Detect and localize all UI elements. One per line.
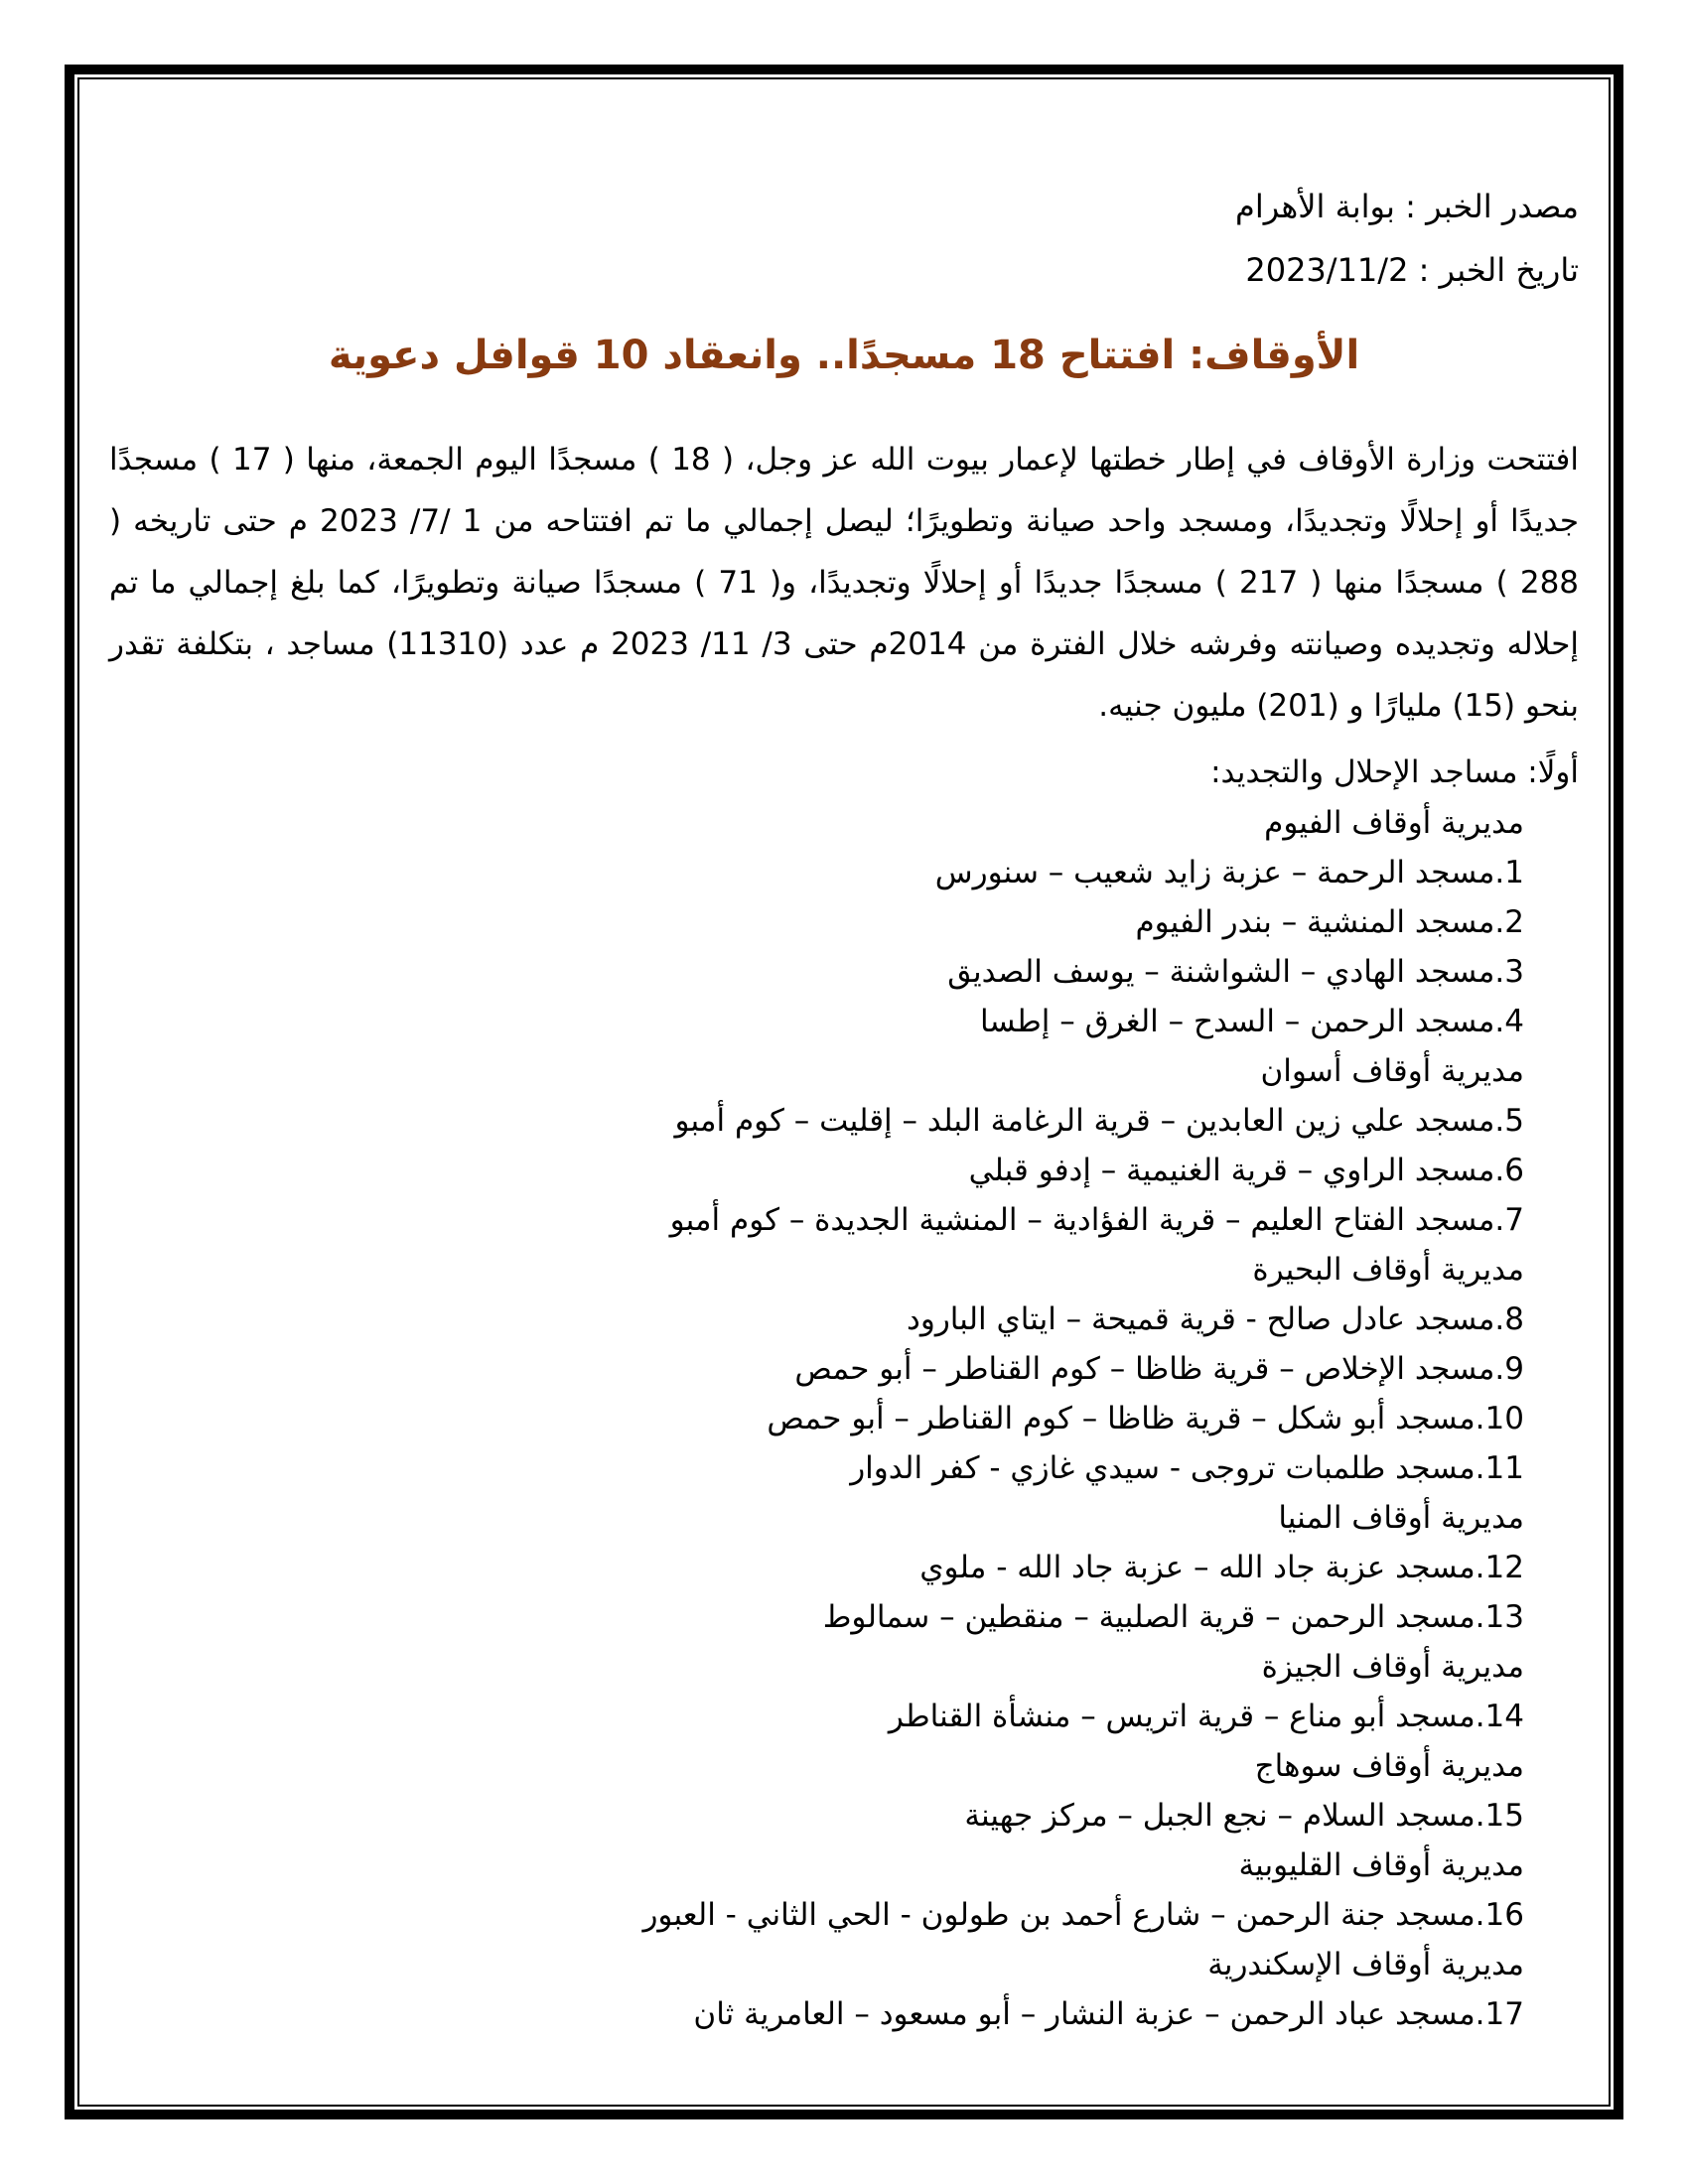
mosque-list-item: 11.مسجد طلمبات تروجى - سيدي غازي - كفر الدوار [850,1450,1524,1486]
directorate-heading: مديرية أوقاف القليوبية [1238,1847,1524,1883]
mosque-list-item: 2.مسجد المنشية – بندر الفيوم [1135,904,1524,940]
news-source-line: مصدر الخبر : بوابة الأهرام [1235,188,1579,225]
directorate-heading: مديرية أوقاف الفيوم [1264,805,1524,841]
mosque-list-item: 1.مسجد الرحمة – عزبة زايد شعيب – سنورس [934,855,1524,890]
mosque-list-item: 13.مسجد الرحمن – قرية الصلبية – منقطين – سمالوط [822,1599,1524,1635]
mosque-list [109,798,1579,2039]
directorate-heading: مديرية أوقاف الجيزة [1261,1649,1524,1685]
mosque-list-item: 15.مسجد السلام – نجع الجبل – مركز جهينة [964,1798,1524,1834]
mosque-list-item: 16.مسجد جنة الرحمن – شارع أحمد بن طولون - الحي الثاني - العبور [642,1897,1524,1933]
mosque-list-item: 5.مسجد علي زين العابدين – قرية الرغامة البلد – إقليت – كوم أمبو [674,1103,1524,1139]
section-heading: أولًا: مساجد الإحلال والتجديد: [1210,754,1579,790]
mosque-list-item: 10.مسجد أبو شكل – قرية ظاظا – كوم القناطر – أبو حمص [767,1401,1524,1436]
directorate-heading: مديرية أوقاف الإسكندرية [1207,1947,1524,1982]
mosque-list-item: 12.مسجد عزبة جاد الله – عزبة جاد الله - ملوي [919,1550,1524,1585]
mosque-list-item: 6.مسجد الراوي – قرية الغنيمية – إدفو قبلي [968,1153,1524,1188]
news-date-line: تاريخ الخبر : 2023/11/2 [1245,251,1579,289]
directorate-heading: مديرية أوقاف سوهاج [1254,1748,1524,1784]
mosque-list-item: 4.مسجد الرحمن – السدح – الغرق – إطسا [979,1004,1524,1039]
mosque-list-item: 3.مسجد الهادي – الشواشنة – يوسف الصديق [947,954,1524,990]
intro-paragraph: افتتحت وزارة الأوقاف في إطار خطتها لإعمار بيوت الله عز وجل، ( 18 ) مسجدًا اليوم الجمعة، منها ( 17 ) مسجدًا جديدًا أو إحلالًا وتجديدًا، ومسجد واحد صيانة وتطويرًا؛ ليصل إجمالي ما تم افتتاحه من 1 /7/ 2023 م حتى تاريخه ( 288 ) مسجدًا منها ( 217 ) مسجدًا جديدًا أو إحلالًا وتجديدًا، و( 71 ) مسجدًا صيانة وتطويرًا، كما بلغ إجمالي ما تم إحلاله وتجديده وصيانته وفرشه خلال الفترة من 2014م حتى 3/ 11/ 2023 م عدد (11310) مساجد ، بتكلفة تقدر بنحو (15) مليارًا و (201) مليون جنيه. [109,442,1580,724]
directorate-heading: مديرية أوقاف أسوان [1260,1053,1524,1089]
mosque-list-item: 8.مسجد عادل صالح - قرية قميحة – ايتاي البارود [907,1301,1524,1337]
mosque-list-item: 17.مسجد عباد الرحمن – عزبة النشار – أبو مسعود – العامرية ثان [693,1996,1524,2032]
page-border-outer [65,65,1623,2119]
page-border-inner [77,77,1611,2107]
directorate-heading: مديرية أوقاف المنيا [1278,1500,1524,1536]
page-title: الأوقاف: افتتاح 18 مسجدًا.. وانعقاد 10 قوافل دعوية [328,333,1360,378]
document-meta [109,175,1579,302]
mosque-list-item: 14.مسجد أبو مناع – قرية اتريس – منشأة القناطر [888,1699,1524,1734]
mosque-list-item: 9.مسجد الإخلاص – قرية ظاظا – كوم القناطر – أبو حمص [794,1351,1524,1387]
mosque-list-item: 7.مسجد الفتاح العليم – قرية الفؤادية – المنشية الجديدة – كوم أمبو [669,1202,1524,1238]
directorate-heading: مديرية أوقاف البحيرة [1252,1252,1524,1288]
document-content [79,79,1609,2105]
